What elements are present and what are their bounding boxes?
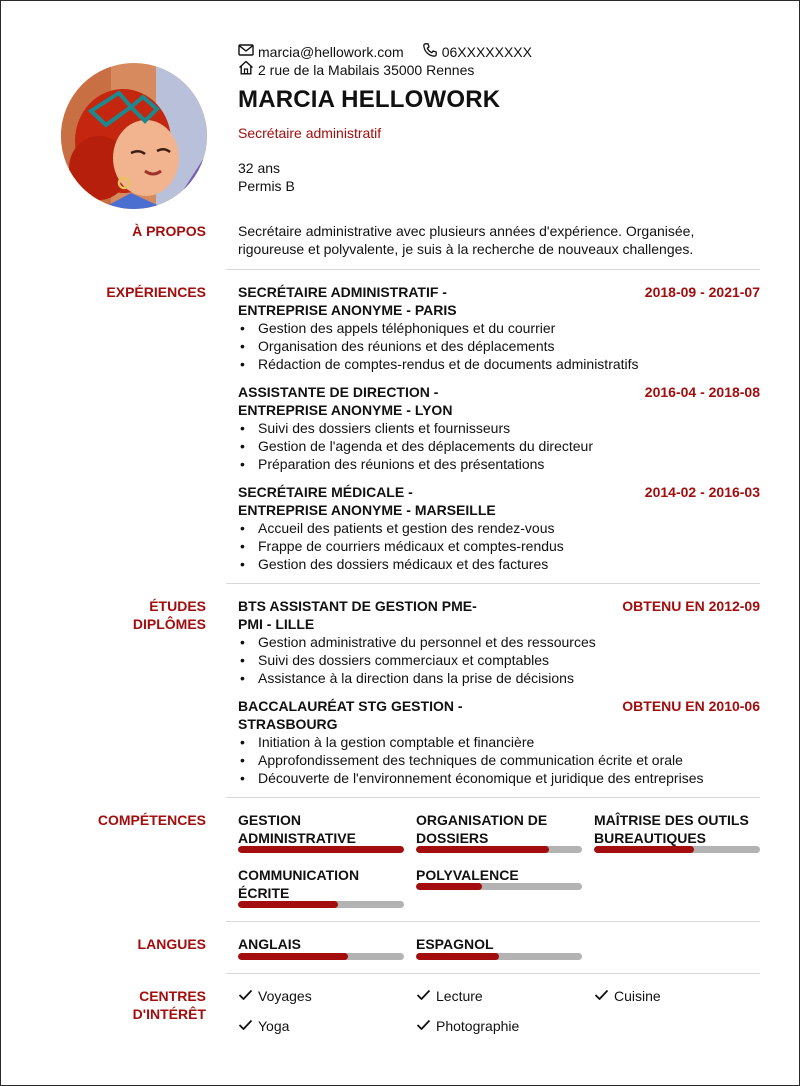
home-icon xyxy=(238,60,258,79)
language-item xyxy=(416,935,582,953)
education-bullets xyxy=(238,733,760,787)
experience-bullets xyxy=(238,519,760,573)
experience-date: 2014-02 - 2016-03 xyxy=(644,484,760,500)
interest-item xyxy=(416,1017,519,1035)
skill-level-bar xyxy=(594,846,760,853)
check-icon xyxy=(416,987,436,1005)
education-entry xyxy=(238,597,760,687)
language-level-bar xyxy=(416,953,582,960)
experience-date: 2018-09 - 2021-07 xyxy=(644,284,760,300)
phone-icon xyxy=(422,42,442,62)
interest-label: Photographie xyxy=(436,1018,520,1034)
section-label-skills: COMPÉTENCES xyxy=(97,812,206,828)
section-label-interests: CENTRES D'INTÉRÊT xyxy=(132,988,206,1022)
check-icon xyxy=(238,987,258,1005)
avatar xyxy=(61,63,207,209)
contact-phone[interactable]: 06XXXXXXXX xyxy=(441,44,532,60)
education-title: BTS ASSISTANT DE GESTION PME- PMI - LILLE xyxy=(238,598,477,632)
driving-license: Permis B xyxy=(238,178,295,194)
section-label-experiences: EXPÉRIENCES xyxy=(106,284,206,300)
skill-level-bar xyxy=(416,846,582,853)
interest-label: Voyages xyxy=(258,988,312,1004)
mail-icon xyxy=(238,43,258,61)
section-label-about: À PROPOS xyxy=(132,223,206,239)
experience-date: 2016-04 - 2018-08 xyxy=(644,384,760,400)
divider xyxy=(226,973,760,974)
check-icon xyxy=(238,1017,258,1035)
interest-label: Lecture xyxy=(436,988,483,1004)
experience-entry xyxy=(238,383,760,473)
experience-bullets xyxy=(238,319,760,373)
age: 32 ans xyxy=(238,160,281,176)
list-item: • Gestion administrative du personnel et des ressources xyxy=(238,633,760,651)
language-name: ESPAGNOL xyxy=(416,936,494,952)
contact-address: 2 rue de la Mabilais 35000 Rennes xyxy=(258,61,475,78)
divider xyxy=(226,921,760,922)
list-item: • Assistance à la direction dans la prise de décisions xyxy=(238,669,760,687)
list-item: • Accueil des patients et gestion des rendez-vous xyxy=(238,519,760,537)
divider xyxy=(226,797,760,798)
skill-name: ORGANISATION DE DOSSIERS xyxy=(416,812,548,846)
education-bullets xyxy=(238,633,760,687)
language-name: ANGLAIS xyxy=(238,936,301,952)
education-title: BACCALAURÉAT STG GESTION - STRASBOURG xyxy=(238,698,463,732)
experience-title: SECRÉTAIRE ADMINISTRATIF - ENTREPRISE ANONYME - PARIS xyxy=(238,284,457,318)
list-item: • Frappe de courriers médicaux et comptes-rendus xyxy=(238,537,760,555)
skill-name: MAÎTRISE DES OUTILS BUREAUTIQUES xyxy=(594,812,749,846)
interest-label: Cuisine xyxy=(614,988,661,1004)
experience-entry xyxy=(238,483,760,573)
interest-item xyxy=(238,1017,289,1035)
interest-item xyxy=(594,987,661,1005)
skill-name: COMMUNICATION ÉCRITE xyxy=(238,867,360,901)
skill-level-bar xyxy=(238,846,404,853)
contact-email-phone-row xyxy=(238,42,532,62)
experience-title: ASSISTANTE DE DIRECTION - ENTREPRISE ANONYME - LYON xyxy=(238,384,453,418)
list-item: • Découverte de l'environnement économique et juridique des entreprises xyxy=(238,769,760,787)
job-title: Secrétaire administratif xyxy=(238,125,382,141)
interest-label: Yoga xyxy=(258,1018,290,1034)
skill-item xyxy=(594,811,760,847)
interest-item xyxy=(416,987,483,1005)
contact-address-row xyxy=(238,60,474,79)
list-item: • Gestion des dossiers médicaux et des factures xyxy=(238,555,760,573)
skill-item xyxy=(416,811,582,847)
candidate-name: MARCIA HELLOWORK xyxy=(238,86,501,113)
experience-entry xyxy=(238,283,760,373)
check-icon xyxy=(416,1017,436,1035)
list-item: • Organisation des réunions et des déplacements xyxy=(238,337,760,355)
list-item: • Gestion de l'agenda et des déplacements du directeur xyxy=(238,437,760,455)
education-date: OBTENU EN 2012-09 xyxy=(622,598,760,614)
section-label-education: ÉTUDES DIPLÔMES xyxy=(132,598,206,632)
list-item: • Rédaction de comptes-rendus et de documents administratifs xyxy=(238,355,760,373)
language-level-bar xyxy=(238,953,404,960)
skill-item xyxy=(238,811,404,847)
education-date: OBTENU EN 2010-06 xyxy=(622,698,760,714)
list-item: • Gestion des appels téléphoniques et du courrier xyxy=(238,319,760,337)
skill-name: GESTION ADMINISTRATIVE xyxy=(238,812,356,846)
experience-bullets xyxy=(238,419,760,473)
contact-email[interactable]: marcia@hellowork.com xyxy=(258,44,404,60)
section-label-languages: LANGUES xyxy=(137,936,206,952)
skill-name: POLYVALENCE xyxy=(416,867,519,883)
check-icon xyxy=(594,987,614,1005)
list-item: • Approfondissement des techniques de communication écrite et orale xyxy=(238,751,760,769)
about-text: Secrétaire administrative avec plusieurs années d'expérience. Organisée, rigoureuse et polyvalente, je suis à la recherche de nouveaux challenges. xyxy=(238,223,695,257)
list-item: • Initiation à la gestion comptable et financière xyxy=(238,733,760,751)
skill-level-bar xyxy=(416,883,582,890)
experience-title: SECRÉTAIRE MÉDICALE - ENTREPRISE ANONYME - MARSEILLE xyxy=(238,484,496,518)
skill-item xyxy=(238,866,404,902)
skill-item xyxy=(416,866,582,884)
interest-item xyxy=(238,987,312,1005)
language-item xyxy=(238,935,404,953)
list-item: • Suivi des dossiers commerciaux et comptables xyxy=(238,651,760,669)
divider xyxy=(226,583,760,584)
list-item: • Préparation des réunions et des présentations xyxy=(238,455,760,473)
skill-level-bar xyxy=(238,901,404,908)
education-entry xyxy=(238,697,760,787)
list-item: • Suivi des dossiers clients et fournisseurs xyxy=(238,419,760,437)
divider xyxy=(226,269,760,270)
